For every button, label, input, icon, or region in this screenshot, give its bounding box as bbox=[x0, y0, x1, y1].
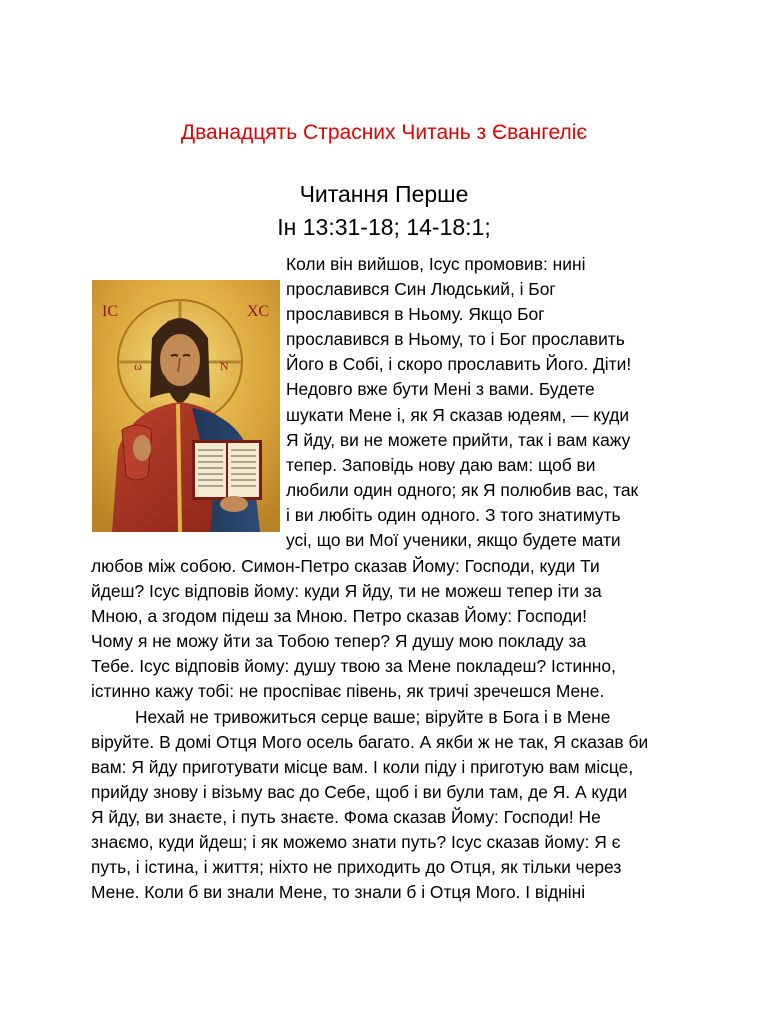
text-line: Недовго вже бути Мені з вами. Будете bbox=[286, 379, 595, 400]
svg-text:IC: IC bbox=[102, 303, 118, 320]
paragraph-2 bbox=[91, 705, 691, 906]
text-line: Чому я не можу йти за Тобою тепер? Я душу мою покладу за bbox=[91, 631, 587, 652]
text-line: знаємо, куди йдеш; і як можемо знати путь? Ісус сказав йому: Я є bbox=[91, 832, 621, 853]
text-line: тепер. Заповідь нову даю вам: щоб ви bbox=[286, 454, 596, 475]
document-title: Дванадцять Страсних Читань з Євангеліє bbox=[180, 121, 588, 144]
text-line-content: Нехай не тривожиться серце ваше; віруйте в Бога і в Мене bbox=[135, 706, 611, 727]
gospel-text bbox=[91, 252, 691, 905]
text-line: Його в Собі, і скоро прославить Його. Діти! bbox=[286, 354, 632, 375]
text-line: і ви любіть один одного. З того знатимуть bbox=[286, 504, 621, 525]
text-line: істинно кажу тобі: не проспіває півень, як тричі зречешся Мене. bbox=[91, 681, 605, 702]
text-line: йдеш? Ісус відповів йому: куди Я йду, ти не можеш тепер іти за bbox=[91, 581, 602, 602]
text-line: прийду знову і візьму вас до Себе, щоб і ви були там, де Я. А куди bbox=[91, 781, 628, 802]
text-line: Я йду, ви не можете прийти, так і вам кажу bbox=[286, 429, 631, 450]
scripture-reference: Ін 13:31-18; 14-18:1; bbox=[277, 214, 491, 240]
text-line bbox=[91, 705, 691, 730]
text-line: Мною, а згодом підеш за Мною. Петро сказав Йому: Господи! bbox=[91, 606, 587, 627]
text-line: любов між собою. Симон-Петро сказав Йому: Господи, куди Ти bbox=[91, 556, 600, 576]
text-line: віруйте. В домі Отця Мого осель багато. А якби ж не так, Я сказав би bbox=[91, 731, 649, 752]
image-float-spacer bbox=[91, 252, 286, 554]
text-line: Тебе. Ісус відповів йому: душу твою за Мене покладеш? Істинно, bbox=[91, 656, 616, 677]
text-line: прославився в Ньому. Якщо Бог bbox=[286, 304, 545, 325]
text-line: вам: Я йду приготувати місце вам. І коли піду і приготую вам місце, bbox=[91, 756, 634, 777]
svg-text:XC: XC bbox=[247, 303, 270, 320]
text-line: Я йду, ви знаєте, і путь знаєте. Фома сказав Йому: Господи! Не bbox=[91, 806, 601, 827]
text-line: Коли він вийшов, Ісус промовив: нині bbox=[286, 254, 586, 274]
text-line: любили один одного; як Я полюбив вас, так bbox=[286, 479, 639, 500]
text-line: усі, що ви Мої ученики, якщо будете мати bbox=[286, 530, 621, 551]
svg-text:N: N bbox=[220, 359, 229, 373]
text-line: прославився Син Людський, і Бог bbox=[286, 279, 556, 300]
text-line: Мене. Коли б ви знали Мене, то знали б і Отця Мого. І відніні bbox=[91, 882, 586, 903]
text-line: шукати Мене і, як Я сказав юдеям, — куди bbox=[286, 404, 630, 425]
svg-text:ω: ω bbox=[134, 359, 142, 373]
reading-heading: Читання Перше bbox=[299, 181, 469, 207]
text-line: прославився в Ньому, то і Бог прославить bbox=[286, 329, 625, 350]
text-line: путь, і істина, і життя; ніхто не приходить до Отця, як тільки через bbox=[91, 857, 622, 878]
